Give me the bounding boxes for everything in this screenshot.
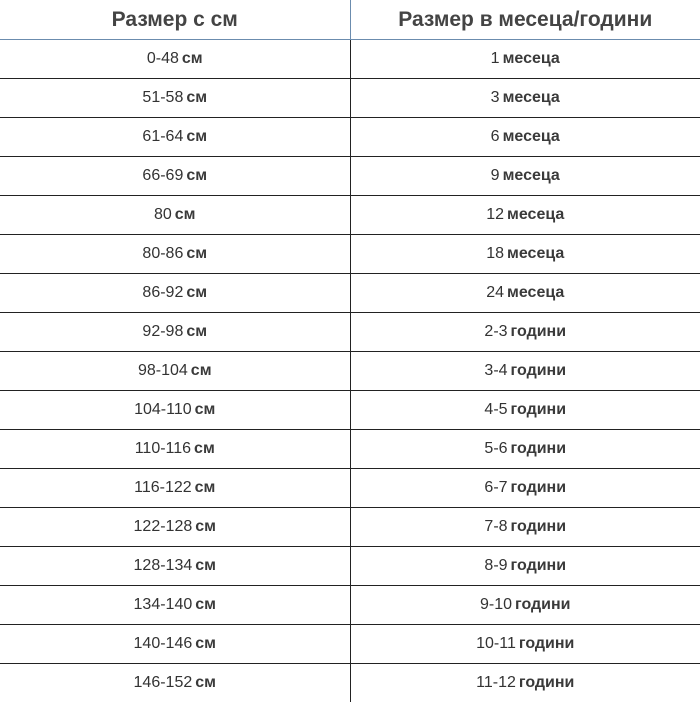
size-cm-cell <box>0 469 350 508</box>
size-cm-cell <box>0 235 350 274</box>
size-cm-value: 140-146 <box>134 635 193 652</box>
table-row <box>0 118 700 157</box>
size-cm-value: 80-86 <box>142 245 183 262</box>
size-cm-cell <box>0 547 350 586</box>
size-cm-value: 66-69 <box>142 167 183 184</box>
size-cm-cell <box>0 157 350 196</box>
size-cm-cell <box>0 274 350 313</box>
size-age-value: 18 <box>486 245 504 262</box>
size-age-value: 6-7 <box>484 479 507 496</box>
size-age-unit: години <box>511 362 567 379</box>
size-cm-cell <box>0 79 350 118</box>
size-age-unit: месеца <box>503 167 560 184</box>
size-cm-unit: см <box>186 245 207 262</box>
size-age-value: 11-12 <box>476 674 516 691</box>
size-age-cell <box>350 79 700 118</box>
size-age-unit: години <box>511 440 567 457</box>
table-row <box>0 157 700 196</box>
size-age-unit: години <box>515 596 571 613</box>
size-age-value: 9 <box>491 167 500 184</box>
table-row <box>0 313 700 352</box>
size-cm-cell <box>0 313 350 352</box>
size-cm-cell <box>0 625 350 664</box>
size-cm-unit: см <box>195 479 216 496</box>
size-age-cell <box>350 391 700 430</box>
size-age-cell <box>350 274 700 313</box>
size-age-cell <box>350 625 700 664</box>
size-cm-value: 104-110 <box>134 401 192 418</box>
size-age-value: 2-3 <box>484 323 507 340</box>
size-age-cell <box>350 352 700 391</box>
size-cm-unit: см <box>186 89 207 106</box>
size-cm-unit: см <box>195 635 216 652</box>
size-age-value: 9-10 <box>480 596 512 613</box>
table-row <box>0 391 700 430</box>
size-cm-value: 116-122 <box>134 479 192 496</box>
size-age-value: 7-8 <box>484 518 507 535</box>
table-row <box>0 79 700 118</box>
size-age-cell <box>350 469 700 508</box>
size-cm-cell <box>0 586 350 625</box>
table-row <box>0 547 700 586</box>
size-age-value: 8-9 <box>484 557 507 574</box>
size-cm-unit: см <box>186 167 207 184</box>
table-row <box>0 430 700 469</box>
size-cm-value: 110-116 <box>135 440 191 457</box>
size-cm-unit: см <box>195 401 216 418</box>
header-size-cm: Размер с см <box>0 0 350 40</box>
size-cm-unit: см <box>195 557 216 574</box>
table-header <box>0 0 700 40</box>
size-age-value: 5-6 <box>484 440 507 457</box>
size-age-cell <box>350 547 700 586</box>
size-age-unit: месеца <box>507 206 564 223</box>
table-row <box>0 352 700 391</box>
size-age-unit: години <box>511 557 567 574</box>
size-cm-value: 134-140 <box>134 596 193 613</box>
table-row <box>0 469 700 508</box>
size-age-cell <box>350 196 700 235</box>
size-cm-cell <box>0 196 350 235</box>
size-cm-cell <box>0 118 350 157</box>
size-cm-unit: см <box>175 206 196 223</box>
size-age-unit: месеца <box>507 284 564 301</box>
size-cm-cell <box>0 430 350 469</box>
size-age-value: 4-5 <box>484 401 507 418</box>
size-cm-unit: см <box>195 674 216 691</box>
size-age-cell <box>350 586 700 625</box>
size-age-value: 12 <box>486 206 504 223</box>
header-size-age: Размер в месеца/години <box>350 0 700 40</box>
table-row <box>0 274 700 313</box>
size-cm-unit: см <box>182 50 203 67</box>
size-cm-value: 0-48 <box>147 50 179 67</box>
size-cm-cell <box>0 508 350 547</box>
size-age-cell <box>350 430 700 469</box>
size-age-cell <box>350 118 700 157</box>
size-age-unit: месеца <box>507 245 564 262</box>
size-cm-unit: см <box>186 284 207 301</box>
table-row <box>0 40 700 79</box>
size-age-cell <box>350 40 700 79</box>
size-age-unit: месеца <box>503 50 560 67</box>
size-age-value: 3 <box>491 89 500 106</box>
size-cm-value: 98-104 <box>138 362 188 379</box>
size-cm-unit: см <box>186 323 207 340</box>
size-cm-unit: см <box>195 596 216 613</box>
header-row <box>0 0 700 40</box>
size-age-unit: години <box>519 674 575 691</box>
table-row <box>0 235 700 274</box>
size-age-value: 3-4 <box>484 362 507 379</box>
size-cm-value: 61-64 <box>142 128 183 145</box>
size-cm-unit: см <box>191 362 212 379</box>
table-body <box>0 40 700 702</box>
size-cm-value: 146-152 <box>134 674 193 691</box>
size-cm-cell <box>0 391 350 430</box>
size-cm-value: 128-134 <box>134 557 193 574</box>
table-row <box>0 586 700 625</box>
size-cm-value: 122-128 <box>134 518 193 535</box>
size-cm-unit: см <box>186 128 207 145</box>
table-row <box>0 196 700 235</box>
size-cm-value: 92-98 <box>142 323 183 340</box>
size-age-cell <box>350 157 700 196</box>
size-cm-value: 86-92 <box>142 284 183 301</box>
size-age-unit: години <box>511 479 567 496</box>
size-cm-unit: см <box>195 518 216 535</box>
table-row <box>0 664 700 702</box>
size-cm-unit: см <box>194 440 215 457</box>
size-cm-cell <box>0 40 350 79</box>
size-age-unit: месеца <box>503 89 560 106</box>
size-cm-cell <box>0 664 350 702</box>
size-age-unit: години <box>511 323 567 340</box>
size-age-unit: години <box>519 635 575 652</box>
size-age-value: 24 <box>486 284 504 301</box>
size-age-unit: месеца <box>503 128 560 145</box>
size-age-unit: години <box>511 518 567 535</box>
size-age-value: 6 <box>491 128 500 145</box>
size-age-unit: години <box>511 401 567 418</box>
table-row <box>0 625 700 664</box>
size-age-cell <box>350 235 700 274</box>
size-age-cell <box>350 664 700 702</box>
size-age-value: 1 <box>491 50 500 67</box>
size-cm-cell <box>0 352 350 391</box>
table-row <box>0 508 700 547</box>
size-age-cell <box>350 508 700 547</box>
size-cm-value: 80 <box>154 206 172 223</box>
size-age-value: 10-11 <box>476 635 516 652</box>
size-age-cell <box>350 313 700 352</box>
size-cm-value: 51-58 <box>142 89 183 106</box>
